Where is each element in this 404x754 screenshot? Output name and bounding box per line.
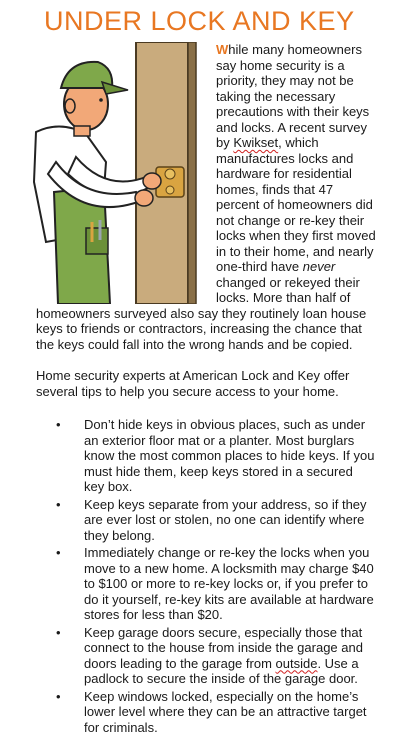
tip-text: Keep windows locked, especially on the home’s lower level where they can be an attractive target for criminals.: [84, 688, 367, 735]
tips-list: [36, 417, 376, 735]
tip-text-b: . Use a padlock to secure the inside of the garage door.: [84, 655, 359, 686]
intro-text-b: , which manufactures locks and hardware for residential homes, finds that 47 percent of homeowners did not change or re-key their locks when they first moved in to their home, and nearly one-third have: [216, 135, 376, 274]
article-body: [36, 42, 376, 737]
tip-item: [36, 545, 376, 623]
bullet-icon: •: [56, 624, 61, 640]
tip-text: Keep keys separate from your address, so if they are ever lost or stolen, no one can identify where they belong.: [84, 496, 367, 543]
page-title: UNDER LOCK AND KEY: [44, 6, 355, 36]
illustration-wrap-space: [36, 42, 216, 300]
tip-text-marked: outside: [275, 655, 318, 671]
tip-item: [36, 417, 376, 495]
emphasis-never: never: [302, 259, 336, 274]
company-name: Kwikset: [233, 135, 279, 150]
bullet-icon: •: [56, 545, 61, 560]
intro-text-a: hile many homeowners say home security is a priority, they may not be taking the necessary precautions with their keys and locks. A recent survey by: [216, 42, 370, 150]
bullet-icon: •: [56, 688, 61, 704]
bullet-icon: •: [56, 496, 61, 512]
tip-item: [36, 689, 376, 736]
bullet-icon: •: [56, 417, 61, 432]
tip-item: [36, 497, 376, 544]
intro-text-c: changed or rekeyed their locks. More than half of homeowners surveyed also say they routinely loan house keys to friends or contractors, increasing the chance that the keys could fall into the wrong hands and be copied.: [36, 274, 367, 352]
tip-item: [36, 625, 376, 687]
tip-text: Immediately change or re-key the locks when you move to a new home. A locksmith may charge $40 to $100 or more to re-key locks or, if you prefer to do it yourself, re-key kits are available at hardware stores for less than $20.: [84, 545, 374, 622]
experts-paragraph: Home security experts at American Lock and Key offer several tips to help you secure access to your home.: [36, 368, 350, 399]
drop-cap: W: [216, 42, 229, 57]
tip-text: Don’t hide keys in obvious places, such as under an exterior floor mat or a planter. Most burglars know the most common places to hide keys. If you must hide them, keep keys stored in a secured key box.: [84, 417, 375, 494]
tip-text-a: Keep garage doors secure, especially those that connect to the house from inside the garage and doors leading to the garage from: [84, 624, 363, 671]
